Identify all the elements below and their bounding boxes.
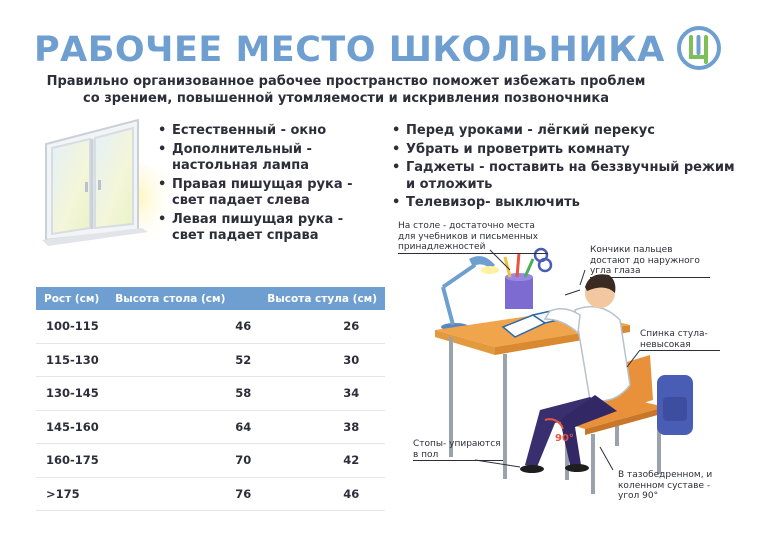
size-table: [36, 287, 385, 511]
column-header-chair: Высота стула (см): [259, 287, 385, 310]
list-item: • Перед уроками - лёгкий перекус: [392, 123, 747, 140]
table-row: [36, 410, 385, 444]
table-cell: 115-130: [36, 343, 107, 377]
table-cell: 145-160: [36, 410, 107, 444]
desk-lamp-icon: [441, 256, 499, 331]
window-illustration: [38, 112, 168, 252]
column-header-height: Рост (см): [36, 287, 107, 310]
subtitle-line-1: Правильно организованное рабочее пространство поможет избежать проблем: [46, 74, 646, 89]
annotation-joint-angle: В тазобедренном, и коленном суставе - угол 90°: [618, 470, 713, 501]
table-cell: 30: [259, 343, 385, 377]
table-cell: 26: [259, 310, 385, 343]
list-item: • Гаджеты - поставить на беззвучный режим и отложить: [392, 160, 747, 193]
list-item: • Телевизор- выключить: [392, 195, 747, 212]
list-item: • Правая пишущая рука - свет падает слева: [158, 177, 373, 210]
table-cell: 58: [107, 377, 259, 411]
table-cell: 70: [107, 444, 259, 478]
table-row: [36, 310, 385, 343]
annotation-feet: Стопы- упираются в пол: [413, 439, 503, 461]
list-item: • Левая пишущая рука - свет падает справа: [158, 212, 373, 245]
table-cell: 100-115: [36, 310, 107, 343]
table-cell: 130-145: [36, 377, 107, 411]
logo-icon: [676, 25, 722, 71]
list-item: • Убрать и проветрить комнату: [392, 142, 747, 159]
annotation-chair-back: Спинка стула- невысокая: [640, 329, 720, 351]
table-cell: 160-175: [36, 444, 107, 478]
annotation-desk-space: На столе - достаточно места для учебников и письменных принадлежностей: [398, 221, 548, 254]
pencil-cup-icon: [505, 249, 551, 309]
table-cell: 42: [259, 444, 385, 478]
subtitle: [46, 73, 646, 107]
table-row: [36, 444, 385, 478]
table-cell: 64: [107, 410, 259, 444]
table-cell: 38: [259, 410, 385, 444]
table-row: [36, 377, 385, 411]
page-title: РАБОЧЕЕ МЕСТО ШКОЛЬНИКА: [34, 30, 665, 70]
table-cell: 46: [107, 310, 259, 343]
annotation-fingertips: Кончики пальцев достают до наружного угла глаза: [590, 245, 710, 278]
table-cell: 52: [107, 343, 259, 377]
column-header-desk: Высота стола (см): [107, 287, 259, 310]
table-row: [36, 477, 385, 511]
table-cell: 46: [259, 477, 385, 511]
table-cell: 76: [107, 477, 259, 511]
angle-label: 90°: [555, 433, 574, 444]
table-row: [36, 343, 385, 377]
subtitle-line-2: со зрением, повышенной утомляемости и искривления позвоночника: [83, 91, 609, 106]
student-figure: [520, 274, 630, 473]
tips-list: [392, 123, 747, 214]
list-item: • Естественный - окно: [158, 123, 373, 140]
table-cell: >175: [36, 477, 107, 511]
table-header-row: [36, 287, 385, 310]
table-cell: 34: [259, 377, 385, 411]
lighting-list: [158, 123, 373, 247]
list-item: • Дополнительный - настольная лампа: [158, 142, 373, 175]
backpack-icon: [657, 375, 693, 435]
